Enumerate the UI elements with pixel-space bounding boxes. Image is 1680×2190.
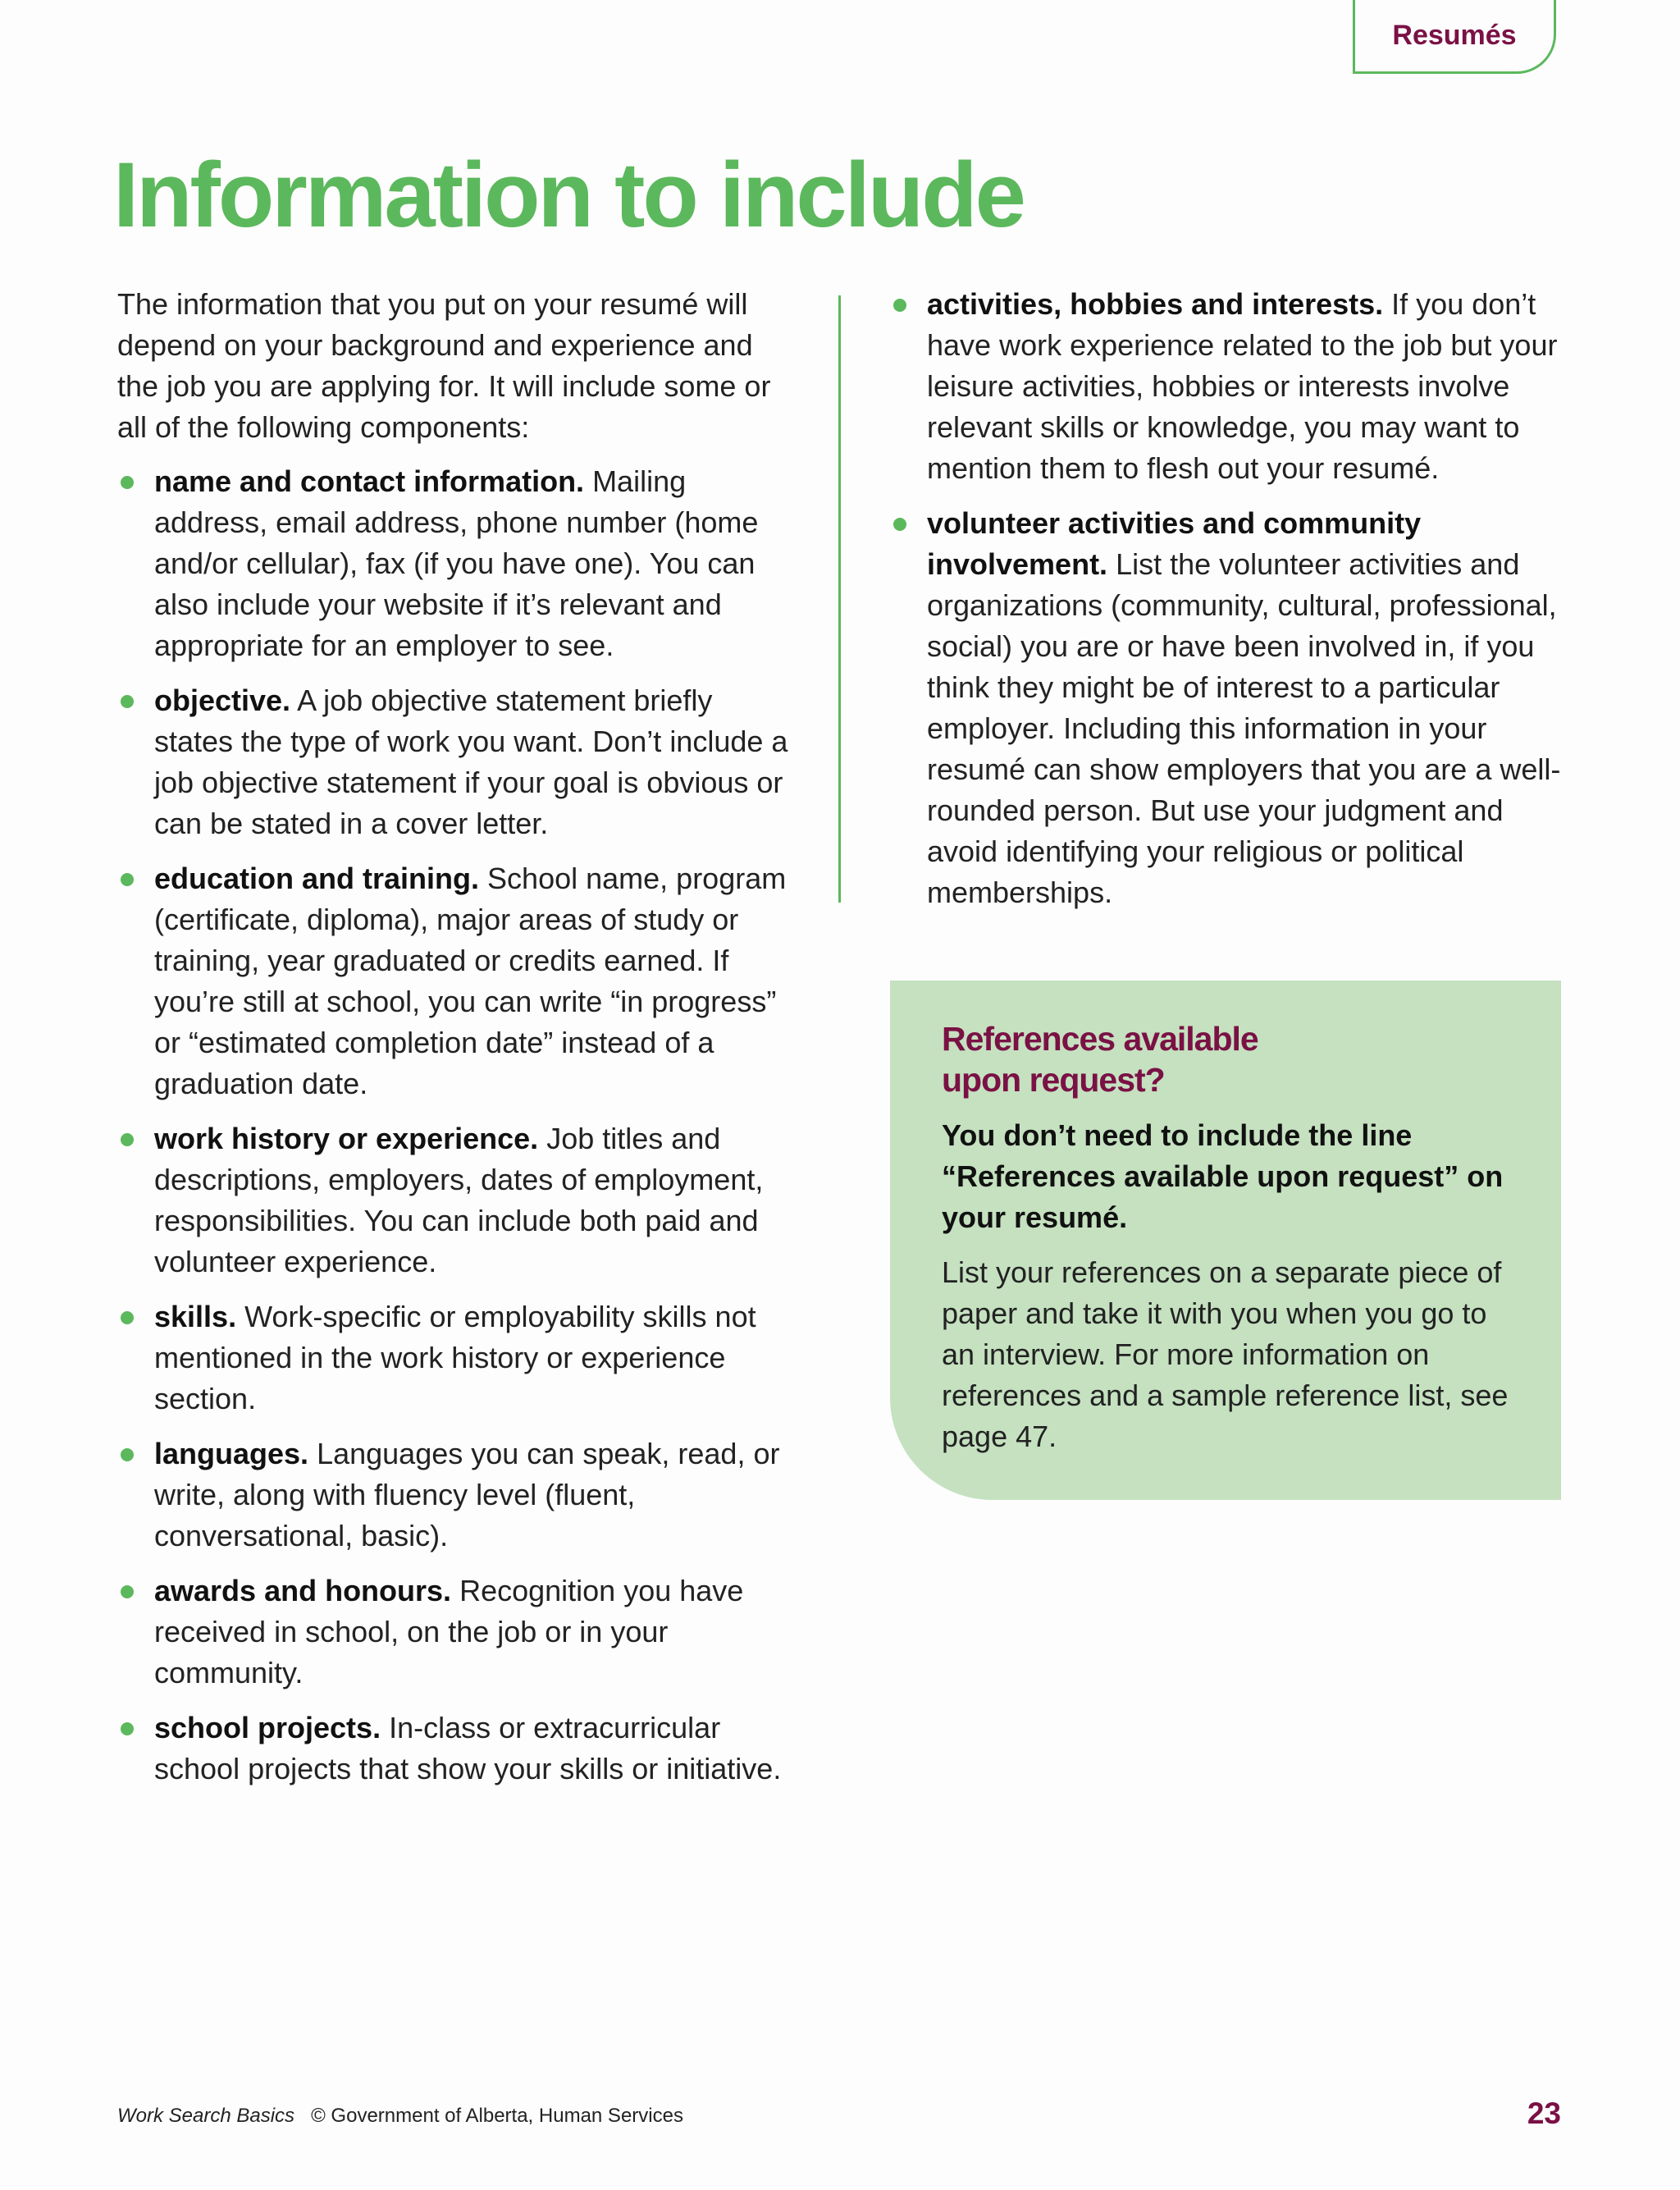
list-item-term: school projects. [154,1711,381,1744]
list-item [117,680,798,844]
bullet-icon [121,1311,134,1324]
list-item-text: Job titles and descriptions, employers, dates of employment, responsibilities. You can include both paid and volunteer experience. [154,1122,764,1278]
publication-name: Work Search Basics [117,2105,295,2127]
list-item [117,1570,798,1694]
components-list-right [890,284,1579,913]
bullet-icon [893,299,906,312]
list-item-term: name and contact information. [154,464,585,498]
bullet-icon [121,695,134,708]
column-divider [838,295,841,903]
components-list-left [117,461,798,1790]
bullet-icon [121,1133,134,1146]
left-column [117,284,798,1804]
list-item-text: A job objective statement briefly states the type of work you want. Don’t include a job objective statement if your goal is obvious or can be stated in a cover letter. [154,684,788,840]
list-item-text: Mailing address, email address, phone number (home and/or cellular), fax (if you have one). You can also include your website if it’s relevant and appropriate for an employer to see. [154,464,759,662]
list-item-term: skills. [154,1300,237,1333]
list-item [117,1433,798,1557]
callout-lead: You don’t need to include the line “References available upon request” on your resumé. [942,1118,1504,1234]
list-item [890,503,1579,913]
list-item-term: activities, hobbies and interests. [927,287,1384,321]
callout-heading [942,1018,1510,1100]
bullet-icon [121,873,134,886]
list-item-term: languages. [154,1437,309,1470]
list-item-text: Languages you can speak, read, or write, along with fluency level (fluent, conversational, basic). [154,1437,780,1552]
list-item [117,1118,798,1282]
intro-paragraph: The information that you put on your resumé will depend on your background and experience and the job you are applying for. It will include some or all of the following components: [117,287,771,444]
bullet-icon [893,518,906,531]
list-item-text: Recognition you have received in school, on the job or in your community. [154,1574,744,1689]
bullet-icon [121,1448,134,1461]
list-item-text: In-class or extracurricular school projects that show your skills or initiative. [154,1711,782,1785]
list-item [117,1708,798,1790]
list-item-term: awards and honours. [154,1574,452,1607]
right-column [890,284,1579,927]
callout-heading-line-2: upon request? [942,1061,1165,1099]
bullet-icon [121,1722,134,1735]
list-item-term: work history or experience. [154,1122,539,1155]
list-item [117,858,798,1104]
list-item-text: School name, program (certificate, diploma), major areas of study or training, year graduated or credits earned. If you’re still at school, you can write “in progress” or “estimated completion date” instead of a graduation date. [154,862,787,1100]
list-item [890,284,1579,489]
list-item-text: If you don’t have work experience related to the job but your leisure activities, hobbies or interests involve relevant skills or knowledge, you may want to mention them to flesh out your resumé. [927,287,1558,485]
copyright-notice: © Government of Alberta, Human Services [311,2105,683,2127]
callout-body: List your references on a separate piece of paper and take it with you when you go to an interview. For more information on references and a sample reference list, see page 47. [942,1255,1509,1453]
list-item-term: objective. [154,684,291,717]
list-item-text: Work-specific or employability skills not mentioned in the work history or experience section. [154,1300,756,1415]
list-item-term: volunteer activities and community involvement. [927,506,1422,581]
page-number: 23 [1527,2096,1561,2130]
references-callout [890,981,1561,1500]
footer-credit [117,2105,683,2128]
callout-heading-line-1: References available [942,1020,1258,1058]
bullet-icon [121,1585,134,1598]
page-title: Information to include [113,144,1024,246]
list-item [117,1296,798,1420]
bullet-icon [121,476,134,489]
list-item-term: education and training. [154,862,480,895]
list-item-text: List the volunteer activities and organizations (community, cultural, professional, social) you are or have been involved in, if you think they might be of interest to a particular employer. Including this information in your resumé can show employers that you are a well-rounded person. But use your judgment and avoid identifying your religious or political memberships. [927,547,1561,909]
section-tab-label: Resumés [1392,20,1517,51]
list-item [117,461,798,666]
section-tab [1353,0,1556,74]
